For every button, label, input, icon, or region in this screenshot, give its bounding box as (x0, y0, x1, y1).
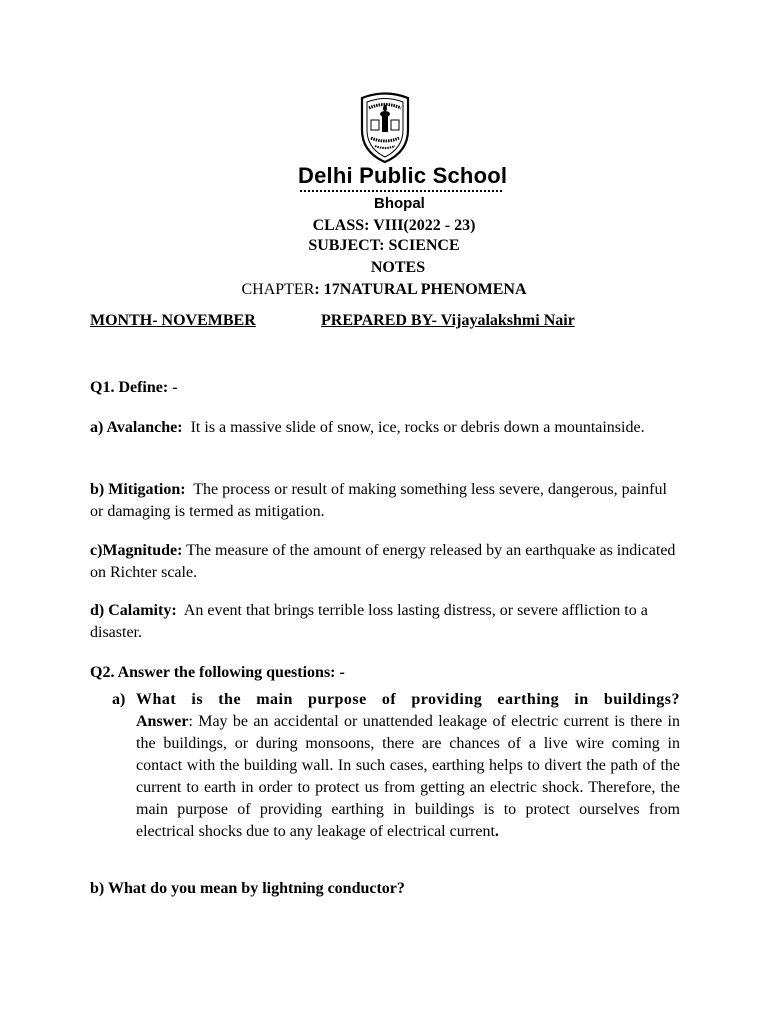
question-text: What do you mean by lightning conductor? (107, 880, 405, 897)
definition-text: The process or result of making something less severe, dangerous, painful or damaging is termed as mitigation. (90, 481, 667, 520)
class-line: CLASS: VIII(2022 - 23) (312, 217, 476, 234)
definition-term: a) Avalanche: (90, 419, 183, 436)
definition-term: c)Magnitude: (90, 542, 183, 559)
definition-term: d) Calamity: (90, 602, 177, 619)
chapter-line (0, 280, 768, 300)
definition-text: The measure of the amount of energy released by an earthquake as indicated on Richter scale. (90, 542, 676, 581)
definition-text: An event that brings terrible loss lasting distress, or severe affliction to a disaster. (90, 602, 648, 641)
chapter-label: CHAPTER (241, 281, 315, 298)
q2-heading: Q2. Answer the following questions: - (90, 664, 345, 681)
school-city: Bhopal (374, 195, 425, 212)
definition-text: It is a massive slide of snow, ice, rocks or debris down a mountainside. (190, 419, 645, 436)
school-name: Delhi Public School (298, 163, 508, 188)
q1-heading: Q1. Define: - (90, 379, 178, 396)
subject-line: SUBJECT: SCIENCE (308, 237, 460, 254)
notes-line: NOTES (370, 259, 426, 276)
prepared-by-label: PREPARED BY- Vijayalakshmi Nair (321, 312, 575, 329)
definition-term: b) Mitigation: (90, 481, 186, 498)
definition-item (90, 479, 680, 523)
question-marker: a) (112, 691, 126, 708)
definition-item (90, 540, 680, 584)
answer-text: : May be an accidental or unattended leakage of electric current is there in the buildings, or during monsoons, there are chances of a live wire coming in contact with the building wall. In such cases, earthing helps to divert the path of the current to earth in order to protect us from getting an electric shock. Therefore, the main purpose of providing earthing in buildings is to protect ourselves from electrical shocks due to any leakage of electrical current (136, 713, 680, 840)
definition-item (90, 600, 680, 644)
question-item (90, 879, 405, 899)
question-item (112, 689, 680, 843)
definition-item (90, 417, 680, 439)
chapter-title: : 17NATURAL PHENOMENA (314, 281, 527, 298)
letterhead-divider (300, 190, 502, 192)
question-marker: b) (90, 880, 105, 897)
school-crest-icon (359, 92, 411, 164)
answer-label: Answer (136, 713, 189, 730)
answer-block (136, 711, 680, 843)
question-text: What is the main purpose of providing earthing in buildings? (136, 691, 680, 708)
month-label: MONTH- NOVEMBER (90, 312, 256, 329)
answer-end: . (494, 823, 499, 840)
